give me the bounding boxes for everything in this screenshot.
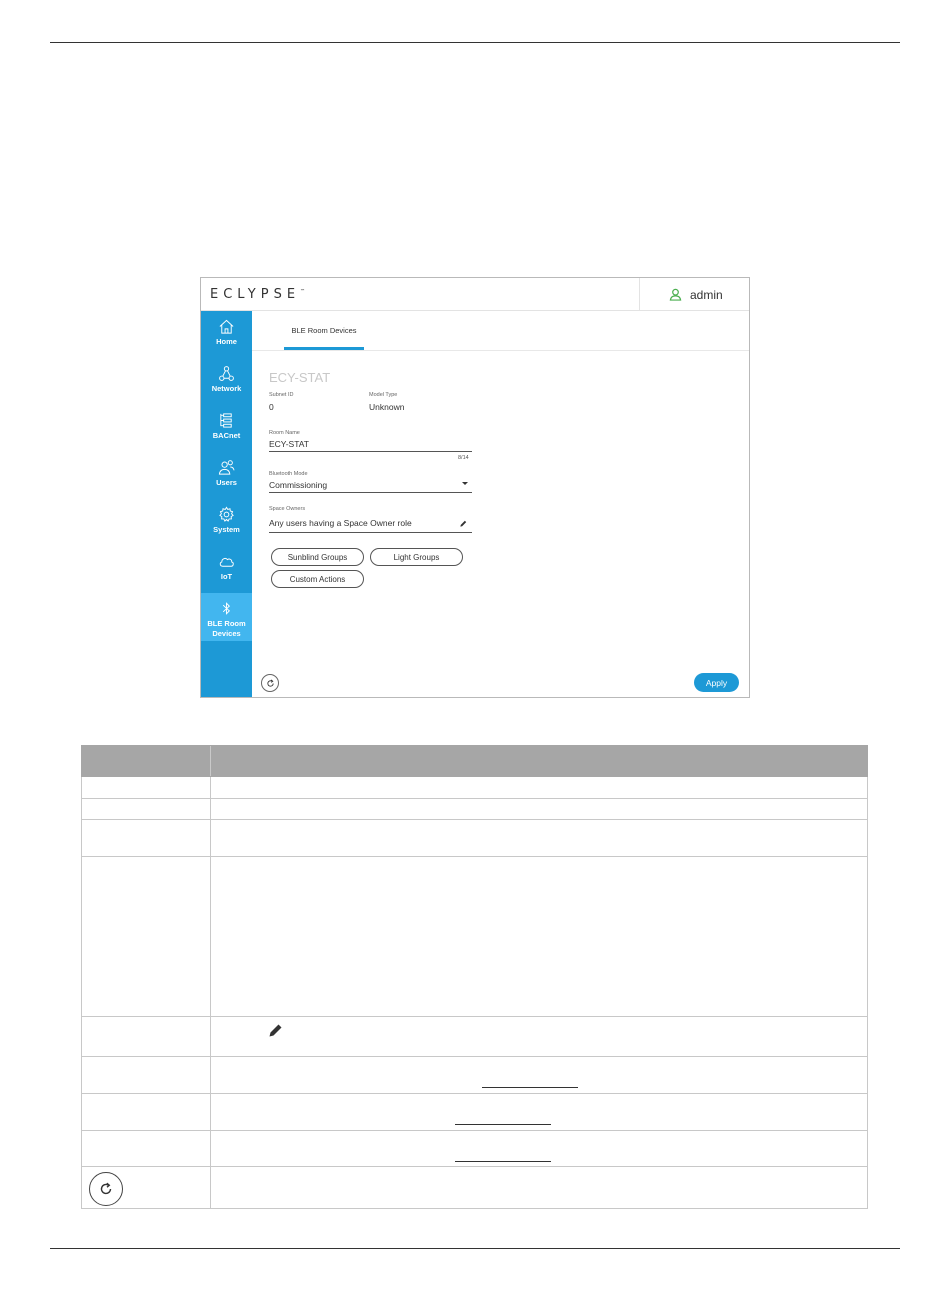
sidebar-item-users[interactable]: Users [201,452,252,499]
bacnet-icon [218,412,235,429]
user-menu[interactable] [639,278,749,311]
sunblind-groups-button[interactable]: Sunblind Groups [271,548,364,566]
table-row [81,820,868,857]
pencil-icon [267,1021,285,1039]
page-header-rule [50,42,900,43]
pencil-icon[interactable] [459,519,468,528]
eclypse-logo: ECLYPSE™ [210,287,306,302]
refresh-icon [89,1172,123,1206]
room-name-input[interactable]: ECY-STAT [269,439,309,449]
table-header-row [81,745,868,777]
link-underline[interactable] [482,1087,578,1088]
app-header [201,278,749,311]
bluetooth-mode-label: Bluetooth Mode [269,471,308,477]
bluetooth-icon [218,600,235,617]
sidebar-item-ble-room-devices[interactable]: BLE Room Devices [201,593,252,641]
table-row [81,857,868,1017]
sidebar-item-bacnet[interactable]: BACnet [201,405,252,452]
sidebar-item-home[interactable]: Home [201,311,252,358]
link-underline[interactable] [455,1161,551,1162]
tab-bar [252,311,749,351]
table-row [81,799,868,820]
space-owners-value: Any users having a Space Owner role [269,518,412,528]
apply-button[interactable]: Apply [694,673,739,692]
page-footer-rule [50,1248,900,1249]
bluetooth-mode-select[interactable]: Commissioning [269,480,328,490]
active-tab-indicator [284,347,364,350]
sidebar-item-iot[interactable]: IoT [201,546,252,593]
room-name-label: Room Name [269,430,300,436]
ble-room-devices-screenshot [200,277,750,698]
chevron-down-icon[interactable] [462,482,468,485]
bluetooth-mode-underline [269,492,472,493]
table-row [81,1131,868,1167]
network-icon [218,365,235,382]
subnet-id-value: 0 [269,402,274,412]
refresh-icon [266,679,275,688]
space-owners-underline [269,532,472,533]
space-owners-label: Space Owners [269,506,306,512]
users-icon [218,459,235,476]
subnet-id-label: Subnet ID [269,392,294,398]
custom-actions-button[interactable]: Custom Actions [271,570,364,588]
link-underline[interactable] [455,1124,551,1125]
cloud-icon [218,553,235,570]
device-title: ECY-STAT [269,370,331,385]
table-row [81,1057,868,1094]
sidebar-item-system[interactable]: System [201,499,252,546]
room-name-counter: 8/14 [458,455,469,461]
model-type-label: Model Type [369,392,398,398]
gear-icon [218,506,235,523]
light-groups-button[interactable]: Light Groups [370,548,463,566]
refresh-button[interactable] [261,674,279,692]
home-icon [218,318,235,335]
room-name-underline [269,451,472,452]
person-icon [669,288,682,301]
tab-ble-room-devices[interactable]: BLE Room Devices [291,326,357,335]
table-row [81,1167,868,1209]
table-row [81,777,868,799]
sidebar [201,311,252,697]
table-row [81,1017,868,1057]
table-row [81,1094,868,1131]
model-type-value: Unknown [369,402,405,412]
username: admin [690,287,723,302]
sidebar-item-network[interactable]: Network [201,358,252,405]
